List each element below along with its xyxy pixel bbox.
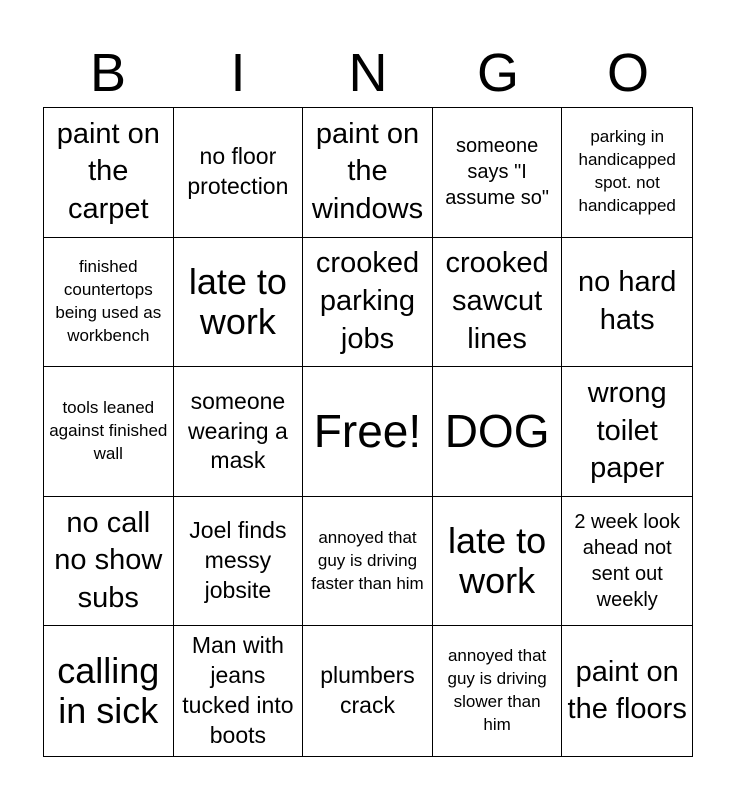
cell-text: crooked parking jobs [315, 247, 420, 355]
bingo-cell[interactable] [44, 367, 174, 497]
bingo-cell[interactable] [303, 108, 433, 238]
cell-text: Free! [313, 404, 422, 457]
cell-text: Joel finds messy jobsite [189, 517, 287, 604]
cell-text: tools leaned against finished wall [49, 398, 168, 463]
cell-text: plumbers crack [320, 662, 415, 719]
cell-text: late to work [188, 260, 287, 342]
bingo-cell[interactable] [562, 108, 692, 238]
cell-text: no floor protection [187, 143, 289, 200]
bingo-cell[interactable] [44, 108, 174, 238]
header-letter-g: G [476, 43, 519, 103]
bingo-cell[interactable] [174, 626, 304, 756]
cell-text: parking in handicapped spot. not handicapped [578, 127, 676, 216]
cell-text: no hard hats [578, 266, 677, 336]
bingo-cell[interactable] [303, 497, 433, 627]
bingo-cell[interactable] [303, 626, 433, 756]
bingo-cell[interactable] [433, 626, 563, 756]
bingo-board [43, 107, 693, 757]
cell-text: paint on the floors [567, 655, 687, 726]
bingo-cell[interactable] [433, 367, 563, 497]
header-letter-n: N [348, 43, 388, 103]
header-letter-i: I [230, 43, 246, 103]
cell-text: paint on the windows [311, 117, 424, 226]
bingo-cell[interactable] [174, 367, 304, 497]
bingo-header [43, 40, 693, 106]
cell-text: finished countertops being used as workbench [55, 257, 162, 345]
bingo-cell[interactable] [174, 108, 304, 238]
cell-text: late to work [448, 519, 547, 602]
bingo-cell[interactable] [433, 108, 563, 238]
cell-text: someone says "I assume so" [445, 135, 549, 210]
cell-text: annoyed that guy is driving slower than him [447, 646, 547, 735]
bingo-cell[interactable] [303, 238, 433, 368]
cell-text: calling in sick [57, 649, 160, 732]
cell-text: someone wearing a mask [188, 387, 288, 474]
bingo-cell[interactable] [562, 497, 692, 627]
header-letter-b: B [89, 43, 127, 103]
bingo-cell[interactable] [174, 238, 304, 368]
bingo-cell[interactable] [44, 626, 174, 756]
bingo-cell[interactable] [433, 238, 563, 368]
bingo-cell[interactable] [562, 238, 692, 368]
bingo-cell[interactable] [174, 497, 304, 627]
cell-text: 2 week look ahead not sent out weekly [574, 511, 680, 612]
bingo-cell[interactable] [44, 497, 174, 627]
bingo-cell[interactable] [433, 497, 563, 627]
cell-text: Man with jeans tucked into boots [182, 632, 294, 749]
cell-text: annoyed that guy is driving faster than him [311, 527, 424, 593]
bingo-cell[interactable] [562, 367, 692, 497]
cell-text: wrong toilet paper [587, 376, 667, 485]
cell-text: DOG [444, 404, 550, 457]
cell-text: no call no show subs [54, 506, 163, 614]
cell-text: crooked sawcut lines [445, 247, 549, 355]
free-space-cell[interactable] [303, 367, 433, 497]
bingo-cell[interactable] [562, 626, 692, 756]
cell-text: paint on the carpet [56, 117, 160, 226]
header-letter-o: O [606, 43, 649, 103]
bingo-cell[interactable] [44, 238, 174, 368]
